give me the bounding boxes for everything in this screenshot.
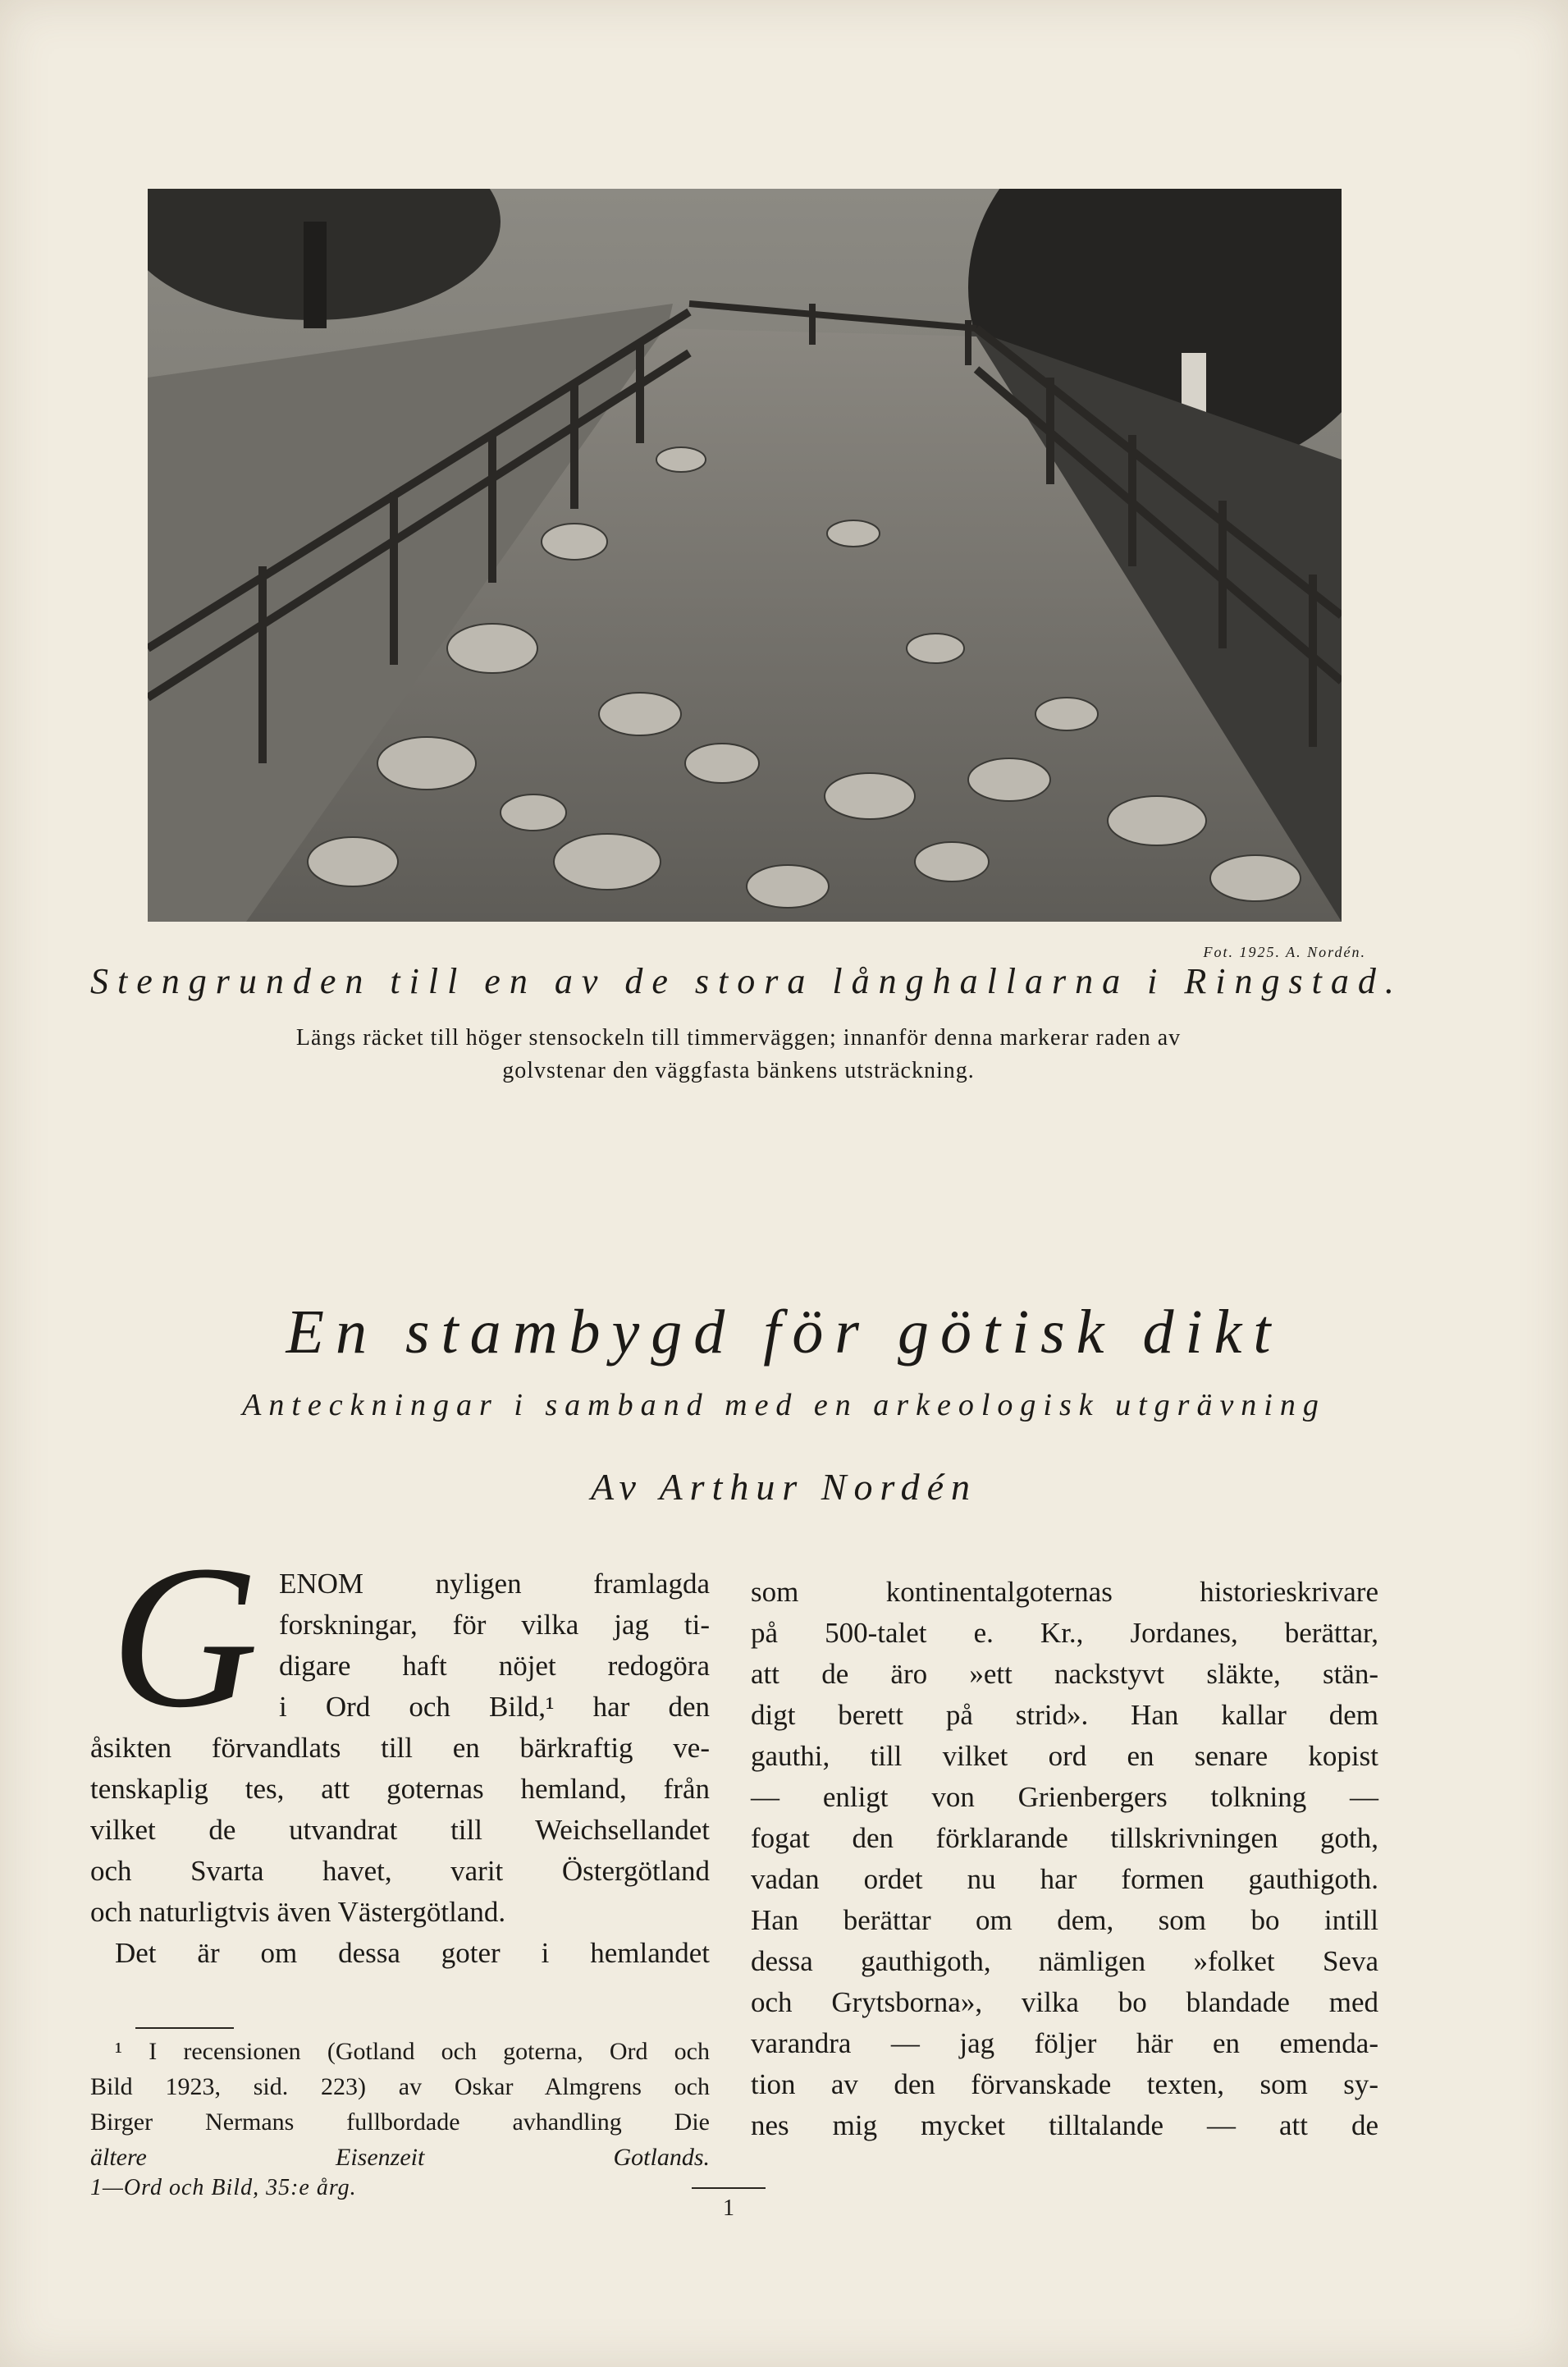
text-line: digt berett på strid». Han kallar dem <box>751 1699 1378 1731</box>
photo-credit: Fot. 1925. A. Nordén. <box>1203 944 1366 960</box>
photo-caption-description <box>164 1022 1313 1087</box>
footnote-line: ¹ I recensionen (Gotland och goterna, Ord och <box>115 2038 710 2065</box>
article-byline: Av Arthur Nordén <box>590 1466 978 1508</box>
text-line: och Svarta havet, varit Östergötland <box>90 1855 710 1887</box>
footnote-line: ältere Eisenzeit Gotlands. <box>90 2144 710 2171</box>
caption-line: Längs räcket till höger stensockeln till timmerväggen; innanför denna markerar raden av <box>295 1025 1182 1051</box>
footnotes <box>90 2034 710 2175</box>
text-line: i Ord och Bild,¹ har den <box>279 1691 710 1723</box>
text-line: Han berättar om dem, som bo intill <box>751 1904 1378 1936</box>
drop-cap: G <box>110 1523 259 1751</box>
text-line: åsikten förvandlats till en bärkraftig ve- <box>90 1732 710 1764</box>
text-line: ENOM nyligen framlagda <box>279 1568 710 1600</box>
text-line: tenskaplig tes, att goternas hemland, från <box>90 1773 710 1805</box>
text-line: som kontinentalgoternas historieskrivare <box>751 1576 1378 1608</box>
footnote-line: Birger Nermans fullbordade avhandling Die <box>90 2108 710 2136</box>
journal-footer: 1—Ord och Bild, 35:e årg. <box>90 2175 357 2200</box>
article-subtitle: Anteckningar i samband med en arkeologisk utgrävning <box>242 1388 1326 1422</box>
footnote-divider <box>135 2027 234 2029</box>
text-line: nes mig mycket tilltalande — att de <box>751 2109 1378 2141</box>
text-line: fogat den förklarande tillskrivningen goth, <box>751 1822 1378 1854</box>
text-line: och Grytsborna», vilka bo blandade med <box>751 1986 1378 2018</box>
footnote-line: Bild 1923, sid. 223) av Oskar Almgrens och <box>90 2073 710 2100</box>
article-title: En stambygd för götisk dikt <box>286 1298 1282 1367</box>
photograph-illustration <box>148 189 1342 922</box>
page-number: 1 <box>723 2195 734 2221</box>
right-column <box>751 1572 1378 2146</box>
text-line: Det är om dessa goter i hemlandet <box>115 1937 710 1969</box>
text-line: tion av den förvanskade texten, som sy- <box>751 2068 1378 2100</box>
text-line: dessa gauthigoth, nämligen »folket Seva <box>751 1945 1378 1977</box>
text-line: och naturligtvis även Västergötland. <box>90 1896 506 1928</box>
caption-line: golvstenar den väggfasta bänkens utsträckning. <box>502 1058 975 1083</box>
photo-caption-title: Stengrunden till en av de stora långhallarna i Ringstad. <box>90 961 1403 1001</box>
text-line: vadan ordet nu har formen gauthigoth. <box>751 1863 1378 1895</box>
left-column <box>90 1564 710 1974</box>
page-number-divider <box>692 2187 766 2189</box>
text-line: på 500-talet e. Kr., Jordanes, berättar, <box>751 1617 1378 1649</box>
text-line: gauthi, till vilket ord en senare kopist <box>751 1740 1378 1772</box>
photograph <box>148 189 1342 922</box>
text-line: att de äro »ett nackstyvt släkte, stän- <box>751 1658 1378 1690</box>
text-line: digare haft nöjet redogöra <box>279 1650 710 1682</box>
text-line: varandra — jag följer här en emenda- <box>751 2027 1378 2059</box>
text-line: forskningar, för vilka jag ti- <box>279 1609 710 1641</box>
text-line: vilket de utvandrat till Weichsellandet <box>90 1814 710 1846</box>
text-line: — enligt von Grienbergers tolkning — <box>751 1781 1378 1813</box>
